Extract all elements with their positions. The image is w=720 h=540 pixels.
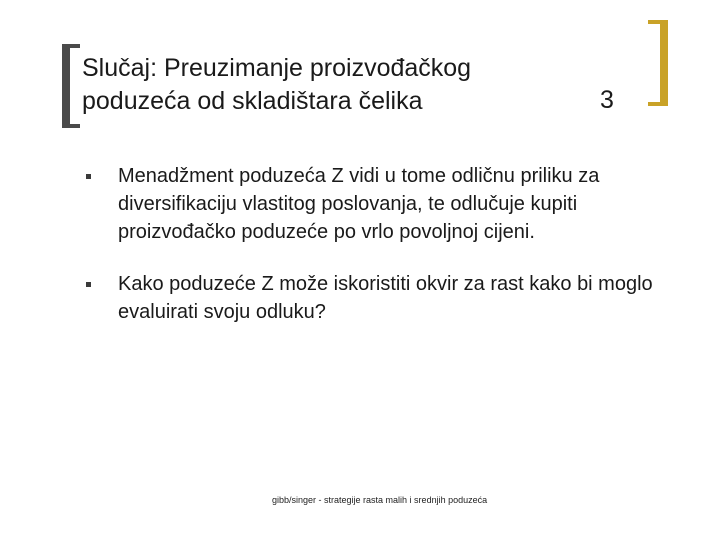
left-bracket-decoration — [62, 44, 80, 128]
bullet-item — [84, 270, 674, 326]
slide-footer: gibb/singer - strategije rasta malih i srednjih poduzeća — [272, 495, 488, 505]
right-bracket-decoration — [648, 20, 668, 106]
slide-number: 3 — [600, 86, 614, 114]
square-bullet-icon — [86, 282, 91, 287]
bullet-list — [84, 162, 674, 350]
slide-title: Slučaj: Preuzimanje proizvođačkog poduzeća od skladištara čelika — [82, 54, 472, 115]
bullet-text: Menadžment poduzeća Z vidi u tome odličnu priliku za diversifikaciju vlastitog poslovanja, te odlučuje kupiti proizvođačko poduzeće po vrlo povoljnoj cijeni. — [118, 165, 600, 243]
bullet-item — [84, 162, 674, 246]
square-bullet-icon — [86, 174, 91, 179]
bullet-text: Kako poduzeće Z može iskoristiti okvir za rast kako bi moglo evaluirati svoju odluku? — [118, 273, 653, 323]
